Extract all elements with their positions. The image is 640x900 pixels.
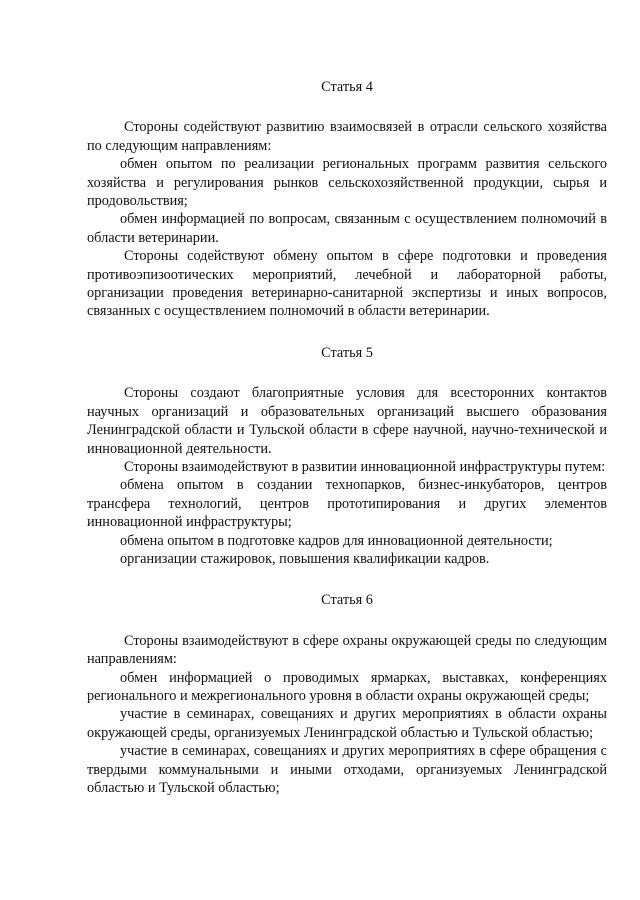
paragraph: обмен информацией по вопросам, связанным с осуществлением полномочий в области ветеринарии.	[87, 211, 607, 246]
paragraph: Стороны содействуют обмену опытом в сфере подготовки и проведения противоэпизоотических мероприятий, лечебной и лабораторной работы, организации проведения ветеринарно-санитарной экспертизы и иных вопросов, связанных с осуществлением полномочий в области ветеринарии.	[87, 248, 607, 320]
paragraph: организации стажировок, повышения квалификации кадров.	[120, 550, 490, 567]
paragraph: участие в семинарах, совещаниях и других мероприятиях в сфере обращения с твердыми коммунальными и иными отходами, организуемых Ленинградской областью и Тульской областью;	[87, 743, 607, 796]
paragraph: обмен опытом по реализации региональных программ развития сельского хозяйства и регулирования рынков сельскохозяйственной продукции, сырья и продовольствия;	[87, 156, 607, 210]
article-heading: Статья 5	[321, 344, 373, 361]
article-6	[87, 591, 607, 797]
paragraph: Стороны создают благоприятные условия для всесторонних контактов научных организаций и образовательных организаций высшего образования Ленинградской области и Тульской области в сфере научной, научно-технической и инновационной деятельности.	[87, 385, 607, 457]
article-4	[87, 78, 607, 321]
document-page	[87, 78, 607, 797]
paragraph: обмена опытом в создании технопарков, бизнес-инкубаторов, центров трансфера технологий, центров прототипирования и других элементов инновационной инфраструктуры;	[87, 477, 607, 531]
article-heading: Статья 4	[321, 79, 373, 95]
paragraph: Стороны взаимодействуют в развитии инновационной инфраструктуры путем:	[124, 458, 606, 475]
paragraph: обмен информацией о проводимых ярмарках, выставках, конференциях регионального и межрегионального уровня в области охраны окружающей среды;	[87, 669, 607, 704]
article-5	[87, 344, 607, 568]
paragraph: Стороны взаимодействуют в сфере охраны окружающей среды по следующим направлениям:	[87, 632, 607, 668]
paragraph: Стороны содействуют развитию взаимосвязей в отрасли сельского хозяйства по следующим направлениям:	[87, 119, 607, 154]
paragraph: участие в семинарах, совещаниях и других мероприятиях в области охраны окружающей среды, организуемых Ленинградской областью и Тульской областью;	[87, 706, 607, 741]
paragraph: обмена опытом в подготовке кадров для инновационной деятельности;	[120, 532, 553, 549]
article-heading: Статья 6	[321, 592, 373, 609]
